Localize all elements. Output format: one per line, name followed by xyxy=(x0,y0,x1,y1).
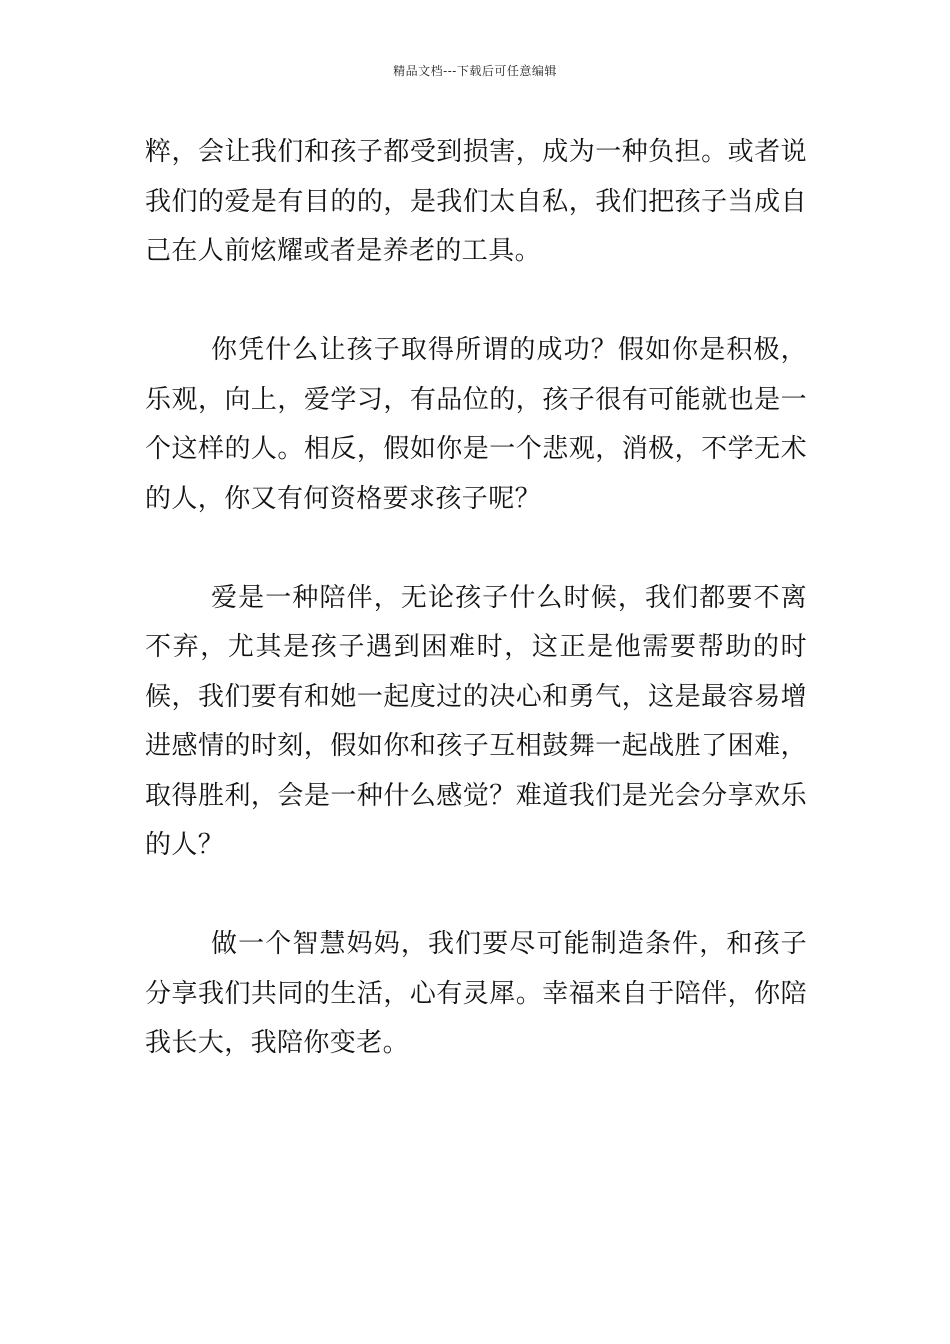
paragraph-2: 你凭什么让孩子取得所谓的成功？假如你是积极，乐观，向上，爱学习，有品位的，孩子很有可能就也是一个这样的人。相反，假如你是一个悲观，消极，不学无术的人，你又有何资格要求孩子呢？ xyxy=(145,335,807,514)
paragraph-4: 做一个智慧妈妈，我们要尽可能制造条件，和孩子分享我们共同的生活，心有灵犀。幸福来自于陪伴，你陪我长大，我陪你变老。 xyxy=(145,929,807,1058)
paragraph-spacer xyxy=(145,871,807,921)
paragraph-1: 粹，会让我们和孩子都受到损害，成为一种负担。或者说我们的爱是有目的的，是我们太自私，我们把孩子当成自己在人前炫耀或者是养老的工具。 xyxy=(145,137,807,266)
page-header: 精品文档---下载后可任意编辑 xyxy=(393,64,557,78)
document-body xyxy=(145,128,807,1069)
paragraph-spacer xyxy=(145,524,807,574)
paragraph-3: 爱是一种陪伴，无论孩子什么时候，我们都要不离不弃，尤其是孩子遇到困难时，这正是他需要帮助的时候，我们要有和她一起度过的决心和勇气，这是最容易增进感情的时刻，假如你和孩子互相鼓舞一起战胜了困难，取得胜利，会是一种什么感觉？难道我们是光会分享欢乐的人？ xyxy=(145,582,807,860)
paragraph-spacer xyxy=(145,277,807,327)
